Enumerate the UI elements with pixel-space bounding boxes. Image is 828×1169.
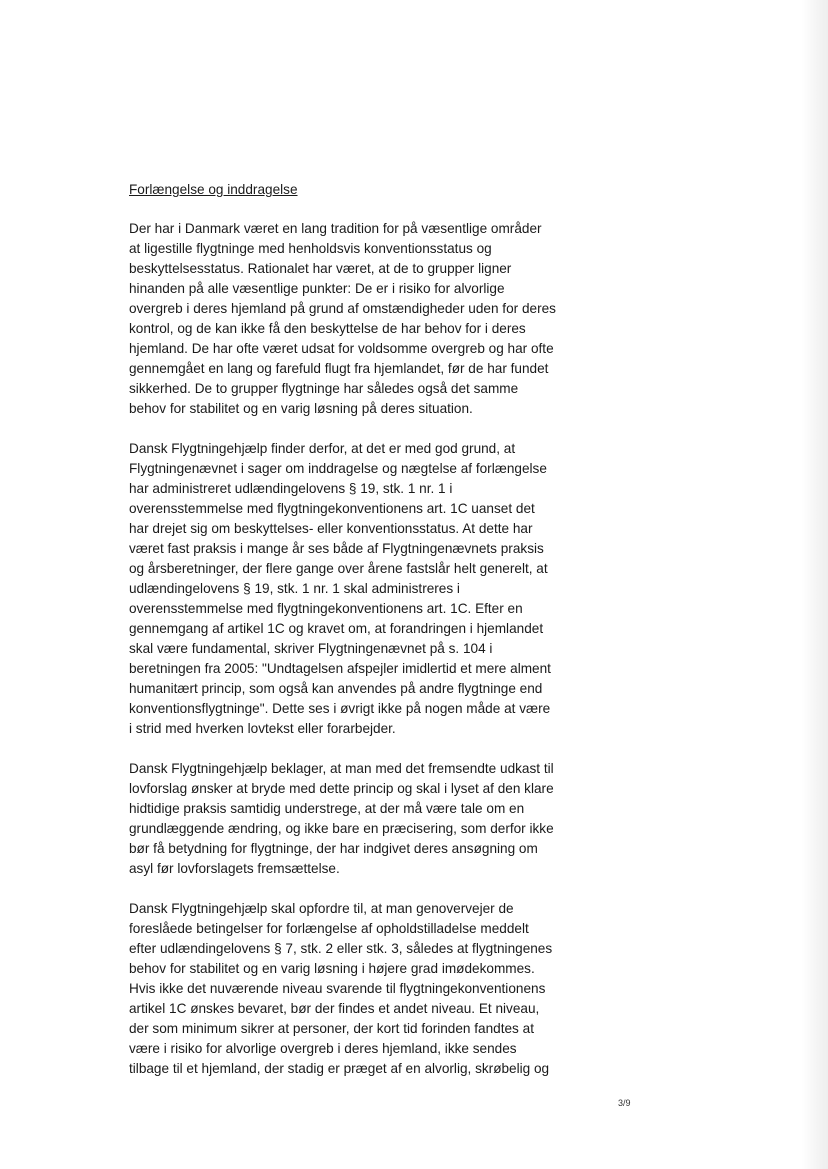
text-line: skal være fundamental, skriver Flygtningenævnet på s. 104 i xyxy=(129,641,493,656)
text-line: Flygtningenævnet i sager om inddragelse og nægtelse af forlængelse xyxy=(129,461,547,476)
page-edge-shadow xyxy=(802,0,828,1169)
paragraph-2 xyxy=(129,439,599,739)
text-line: efter udlændingelovens § 7, stk. 2 eller stk. 3, således at flygtningenes xyxy=(129,941,553,956)
text-line: være i risiko for alvorlige overgreb i deres hjemland, ikke sendes xyxy=(129,1041,517,1056)
text-line: Dansk Flygtningehjælp finder derfor, at det er med god grund, at xyxy=(129,441,516,456)
text-line: grundlæggende ændring, og ikke bare en præcisering, som derfor ikke xyxy=(129,821,554,836)
text-line: beretningen fra 2005: "Undtagelsen afspejler imidlertid et mere alment xyxy=(129,661,551,676)
text-line: asyl før lovforslagets fremsættelse. xyxy=(129,861,340,876)
text-line: været fast praksis i mange år ses både af Flygtningenævnets praksis xyxy=(129,541,544,556)
text-line: sikkerhed. De to grupper flygtninge har således også det samme xyxy=(129,381,519,396)
text-line: artikel 1C ønskes bevaret, bør der findes et andet niveau. Et niveau, xyxy=(129,1001,540,1016)
text-line: har drejet sig om beskyttelses- eller konventionsstatus. At dette har xyxy=(129,521,533,536)
paragraph-1 xyxy=(129,219,599,419)
text-line: Dansk Flygtningehjælp beklager, at man med det fremsendte udkast til xyxy=(129,761,554,776)
text-line: gennemgang af artikel 1C og kravet om, at forandringen i hjemlandet xyxy=(129,621,544,636)
text-line: overgreb i deres hjemland på grund af omstændigheder uden for deres xyxy=(129,301,556,316)
text-line: udlændingelovens § 19, stk. 1 nr. 1 skal administreres i xyxy=(129,581,460,596)
text-line: beskyttelsesstatus. Rationalet har været, at de to grupper ligner xyxy=(129,261,512,276)
text-line: og årsberetninger, der flere gange over årene fastslår helt generelt, at xyxy=(129,561,548,576)
text-line: at ligestille flygtninge med henholdsvis konventionsstatus og xyxy=(129,241,492,256)
text-line: i strid med hverken lovtekst eller forarbejder. xyxy=(129,721,396,736)
section-heading: Forlængelse og inddragelse xyxy=(129,182,298,197)
text-line: humanitært princip, som også kan anvendes på andre flygtninge end xyxy=(129,681,543,696)
text-line: lovforslag ønsker at bryde med dette princip og skal i lyset af den klare xyxy=(129,781,554,796)
text-line: hidtidige praksis samtidig understrege, at der må være tale om en xyxy=(129,801,525,816)
text-line: konventionsflygtninge". Dette ses i øvrigt ikke på nogen måde at være xyxy=(129,701,551,716)
document-body xyxy=(129,180,599,1099)
text-line: overensstemmelse med flygtningekonventionens art. 1C. Efter en xyxy=(129,601,523,616)
text-line: hjemland. De har ofte været udsat for voldsomme overgreb og har ofte xyxy=(129,341,554,356)
text-line: gennemgået en lang og farefuld flugt fra hjemlandet, før de har fundet xyxy=(129,361,549,376)
text-line: behov for stabilitet og en varig løsning på deres situation. xyxy=(129,401,473,416)
text-line: hinanden på alle væsentlige punkter: De er i risiko for alvorlige xyxy=(129,281,505,296)
page-number: 3/9 xyxy=(618,1098,631,1108)
text-line: foreslåede betingelser for forlængelse af opholdstilladelse meddelt xyxy=(129,921,529,936)
text-line: Hvis ikke det nuværende niveau svarende til flygtningekonventionens xyxy=(129,981,546,996)
text-line: behov for stabilitet og en varig løsning i højere grad imødekommes. xyxy=(129,961,535,976)
text-line: tilbage til et hjemland, der stadig er præget af en alvorlig, skrøbelig og xyxy=(129,1061,550,1076)
text-line: bør få betydning for flygtninge, der har indgivet deres ansøgning om xyxy=(129,841,538,856)
text-line: der som minimum sikrer at personer, der kort tid forinden fandtes at xyxy=(129,1021,534,1036)
text-line: kontrol, og de kan ikke få den beskyttelse de har behov for i deres xyxy=(129,321,526,336)
text-line: Dansk Flygtningehjælp skal opfordre til, at man genovervejer de xyxy=(129,901,514,916)
paragraph-4 xyxy=(129,899,599,1079)
text-line: har administreret udlændingelovens § 19, stk. 1 nr. 1 i xyxy=(129,481,453,496)
text-line: overensstemmelse med flygtningekonventionens art. 1C uanset det xyxy=(129,501,535,516)
text-line: Der har i Danmark været en lang tradition for på væsentlige områder xyxy=(129,221,542,236)
paragraph-3 xyxy=(129,759,599,879)
